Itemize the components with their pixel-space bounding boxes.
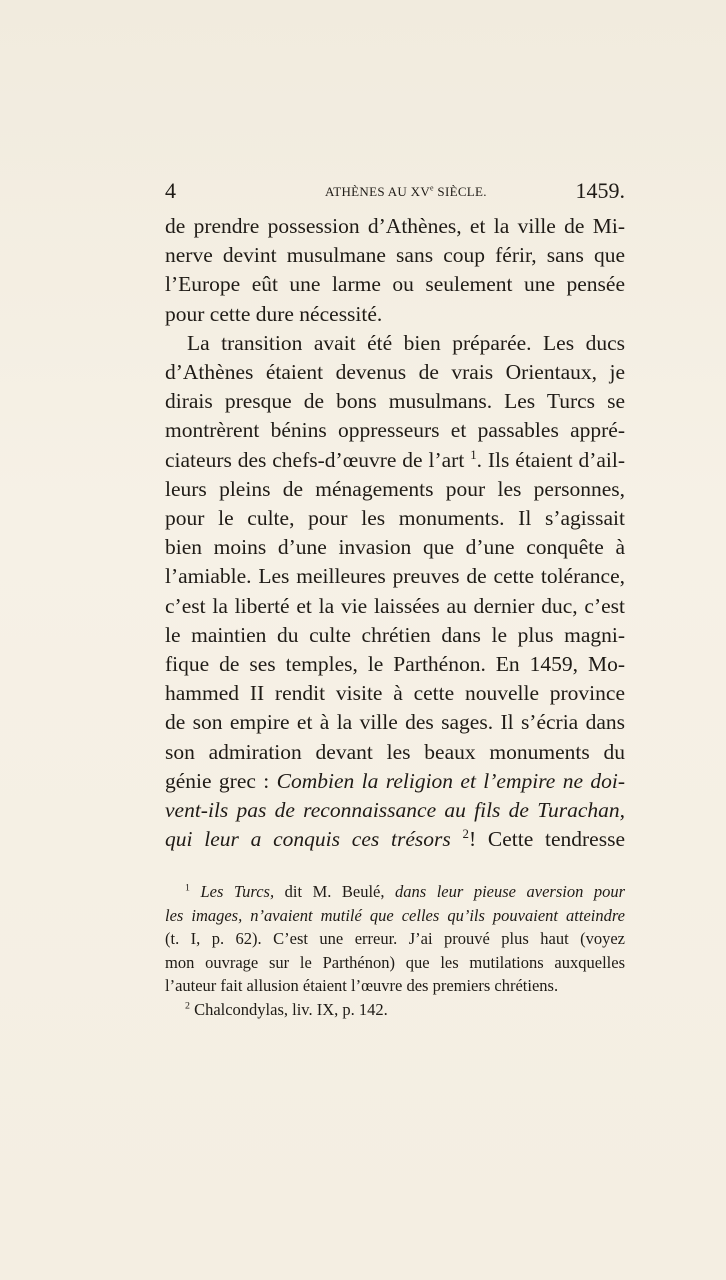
body-line (165, 767, 625, 796)
body-line: fique de ses temples, le Parthénon. En 1459, Mo- (165, 652, 625, 677)
footnote-mark-2: 2 (185, 1000, 190, 1011)
body-line: dirais presque de bons musulmans. Les Turcs se (165, 389, 625, 414)
body-line: de son empire et à la ville des sages. Il s’écria dans (165, 710, 625, 735)
header-year: 1459. (575, 178, 625, 203)
body-line (165, 825, 625, 854)
page-number: 4 (165, 178, 176, 203)
footnote-italic: dans leur pieuse aversion pour (395, 882, 626, 901)
body-line: le maintien du culte chrétien dans le plus magni- (165, 622, 625, 647)
body-text (165, 212, 625, 854)
body-line: d’Athènes étaient devenus de vrais Orientaux, je (165, 360, 625, 385)
body-line: de prendre possession d’Athènes, et la ville de Mi- (165, 214, 625, 238)
body-line: bien moins d’une invasion que d’une conquête à (165, 535, 625, 560)
quote-italic: qui leur a conquis ces trésors (165, 827, 451, 852)
body-line: pour cette dure nécessité. (165, 301, 383, 326)
running-head-suffix: SIÈCLE. (433, 184, 487, 199)
body-line: hammed II rendit visite à cette nouvelle province (165, 681, 625, 706)
body-line-tail: . Ils étaient d’ail- (476, 447, 626, 472)
footnote-1-line: mon ouvrage sur le Parthénon) que les mutilations auxquelles (165, 952, 625, 972)
body-line: La transition avait été bien préparée. Les ducs (187, 330, 625, 355)
footnote-1-line (165, 880, 625, 904)
body-line (165, 446, 625, 475)
body-line: c’est la liberté et la vie laissées au dernier duc, c’est (165, 593, 625, 618)
body-line: nerve devint musulmane sans coup férir, sans que (165, 243, 625, 268)
footnote-ref-1: 1 (470, 447, 477, 462)
running-head-sup: e (430, 183, 434, 193)
footnote-1-line: (t. I, p. 62). C’est une erreur. J’ai prouvé plus haut (voyez (165, 929, 625, 948)
body-line-text: ciateurs des chefs-d’œuvre de l’art (165, 447, 465, 472)
body-line-tail: ! Cette tendresse (468, 827, 625, 852)
body-line: montrèrent bénins oppresseurs et passables appré- (165, 418, 625, 443)
body-line: leurs pleins de ménagements pour les personnes, (165, 476, 625, 501)
page-header (165, 178, 625, 208)
footnote-1-line: les images, n’avaient mutilé que celles qu’ils pouvaient atteindre (165, 905, 625, 925)
footnote-ref-2: 2 (462, 827, 469, 842)
footnote-italic: Les Turcs, (200, 882, 275, 901)
body-line: pour le culte, pour les monuments. Il s’agissait (165, 506, 625, 531)
footnote-1-line: l’auteur fait allusion étaient l’œuvre des premiers chrétiens. (165, 976, 559, 995)
footnotes (165, 880, 625, 1021)
body-line-text: génie grec : (165, 768, 270, 793)
running-head-prefix: ATHÈNES AU XV (325, 184, 431, 199)
body-line: son admiration devant les beaux monuments du (165, 739, 625, 764)
body-line: l’Europe eût une larme ou seulement une pensée (165, 272, 625, 297)
body-line: l’amiable. Les meilleures preuves de cette tolérance, (165, 564, 625, 589)
quote-italic: Combien la religion et l’empire ne doi- (276, 768, 626, 793)
footnote-text: Chalcondylas, liv. IX, p. 142. (194, 999, 388, 1019)
running-head (325, 184, 487, 200)
body-line: vent-ils pas de reconnaissance au fils de Turachan, (165, 798, 625, 823)
footnote-text: dit M. Beulé, (274, 882, 396, 901)
footnote-mark-1: 1 (185, 882, 190, 894)
footnote-2-line (165, 998, 625, 1022)
